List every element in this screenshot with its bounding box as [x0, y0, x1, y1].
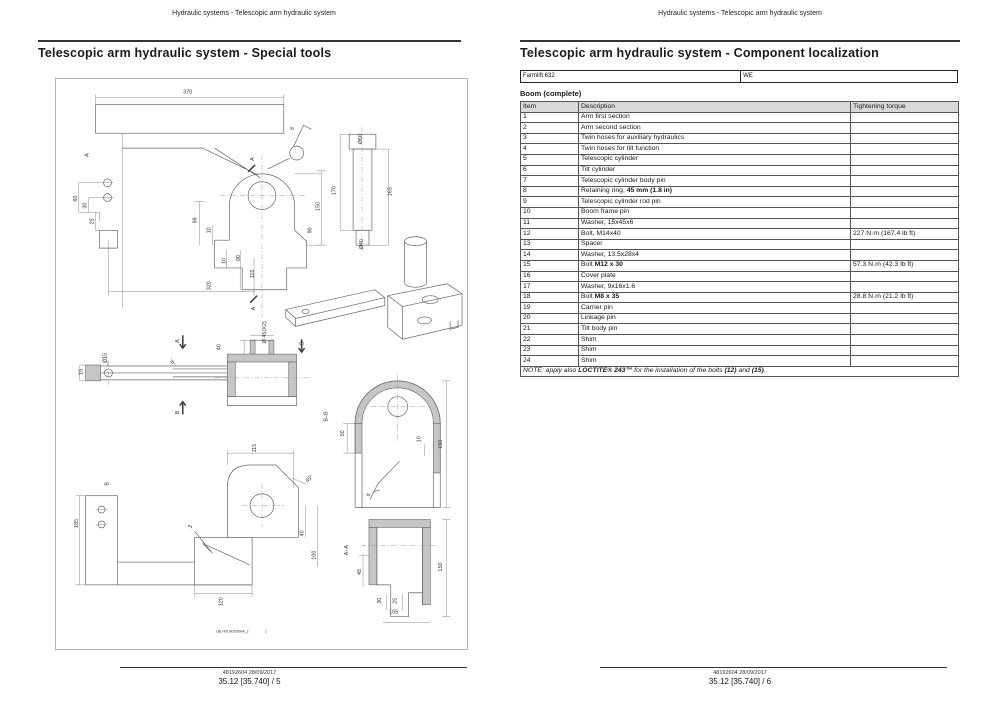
- cell-torque: [851, 165, 959, 176]
- cell-description: Telescopic cylinder rod pin: [579, 197, 851, 208]
- dimension-label: 100: [311, 550, 318, 560]
- cell-item: 18: [521, 292, 579, 303]
- cell-description: Washer, 13.5x28x4: [579, 250, 851, 261]
- dimension-label: 370: [183, 89, 193, 96]
- dimension-label: LBLHOLM3550HA_2: [216, 629, 249, 634]
- cell-item: 19: [521, 303, 579, 314]
- cell-torque: [851, 123, 959, 134]
- cell-description: Bolt M8 x 35: [579, 292, 851, 303]
- table-row: [521, 133, 959, 144]
- model-code: WE: [743, 73, 753, 79]
- dimension-label: A: [84, 153, 91, 157]
- note-segment: and: [736, 367, 752, 375]
- table-row: [521, 207, 959, 218]
- dimension-label: 6: [289, 125, 297, 132]
- cell-item: 22: [521, 335, 579, 346]
- dimension-label: 165: [387, 187, 394, 197]
- table-row: [521, 154, 959, 165]
- cell-item: 3: [521, 133, 579, 144]
- dimension-label: 30: [82, 202, 89, 209]
- table-row: [521, 335, 959, 346]
- cell-torque: [851, 218, 959, 229]
- special-tools-drawing: [56, 79, 467, 649]
- cell-torque: [851, 133, 959, 144]
- table-row: [521, 303, 959, 314]
- dimension-label: 6: [169, 359, 177, 366]
- dimension-label: 120: [218, 597, 225, 607]
- dimension-label: 98: [192, 217, 199, 224]
- dimension-label: Ø40: [359, 239, 366, 250]
- cell-item: 24: [521, 356, 579, 367]
- table-row: [521, 345, 959, 356]
- dimension-label: 105: [389, 609, 399, 616]
- cell-description: Telescopic cylinder: [579, 154, 851, 165]
- table-row: [521, 250, 959, 261]
- cell-description: Bolt, M14x40: [579, 229, 851, 240]
- note-segment: .: [763, 367, 766, 375]
- table-row: [521, 186, 959, 197]
- table-row: [521, 176, 959, 187]
- header-item: Item: [521, 102, 579, 113]
- cell-torque: [851, 345, 959, 356]
- cell-torque: [851, 324, 959, 335]
- dimension-label: 60: [72, 195, 79, 202]
- dimension-label: 10: [221, 257, 228, 265]
- page-number-right: 35.12 [35.740] / 6: [708, 677, 772, 686]
- cell-item: 15: [521, 260, 579, 271]
- dimension-label: 30: [376, 597, 383, 604]
- dimension-label: A–A: [344, 545, 351, 556]
- dimension-label: 25: [392, 597, 399, 604]
- dimension-label: 150: [438, 562, 445, 572]
- cell-item: 4: [521, 144, 579, 155]
- dimension-label: 10: [206, 227, 213, 234]
- dimension-label: Ø60: [358, 134, 365, 145]
- dimension-label: B–B: [323, 411, 330, 422]
- dimension-label: 3: [187, 524, 195, 530]
- doc-number-right: 48192604 28/09/2017: [713, 670, 767, 676]
- dimension-label: 10: [416, 436, 423, 443]
- dimension-label: 170: [331, 186, 338, 196]
- table-row: [521, 356, 959, 367]
- dimension-label: 115: [252, 443, 259, 453]
- dimension-label: 150: [438, 439, 445, 449]
- dimension-label: B: [174, 410, 181, 415]
- table-note-row: [521, 366, 959, 377]
- note-text: [521, 366, 959, 377]
- cell-item: 8: [521, 186, 579, 197]
- cell-item: 6: [521, 165, 579, 176]
- cell-torque: [851, 144, 959, 155]
- cell-description: Twin hoses for tilt function: [579, 144, 851, 155]
- cell-description: Arm second section: [579, 123, 851, 134]
- dimension-label: B: [104, 482, 111, 486]
- table-row: [521, 229, 959, 240]
- cell-description: Linkage pin: [579, 313, 851, 324]
- dimension-label: A: [250, 157, 257, 161]
- cell-item: 1: [521, 112, 579, 123]
- dimension-label: Ø15: [102, 352, 109, 364]
- cell-item: 21: [521, 324, 579, 335]
- cell-description: Shim: [579, 356, 851, 367]
- dimension-label: 25: [89, 218, 96, 225]
- page-title-right: Telescopic arm hydraulic system - Component localization: [520, 46, 879, 60]
- model-name: Farmlift 632: [521, 71, 741, 82]
- cell-torque: [851, 282, 959, 293]
- cell-description: Washer, 9x16x1.6: [579, 282, 851, 293]
- note-segment: for the installation of the bolts: [632, 367, 725, 375]
- dimension-label: B: [299, 341, 306, 346]
- doc-number-left: 48192604 28/09/2017: [222, 670, 277, 676]
- cell-item: 11: [521, 218, 579, 229]
- cell-description: Twin hoses for auxiliary hydraulics: [579, 133, 851, 144]
- cell-description: Bolt M12 x 30: [579, 260, 851, 271]
- note-loctite: LOCTITE® 243™: [578, 367, 633, 375]
- cell-item: 7: [521, 176, 579, 187]
- cell-description: Shim: [579, 335, 851, 346]
- page-footer-right: [520, 670, 960, 686]
- page-title-left: Telescopic arm hydraulic system - Special tools: [38, 46, 332, 60]
- cell-torque: [851, 303, 959, 314]
- model-bar: [520, 70, 958, 83]
- dimension-label: 40: [216, 344, 223, 351]
- dimension-label: A: [174, 339, 181, 344]
- page-left: [38, 0, 470, 701]
- table-row: [521, 271, 959, 282]
- table-row: [521, 324, 959, 335]
- dimension-label: Ø 45(X2): [261, 321, 268, 344]
- cell-torque: [851, 207, 959, 218]
- dimension-label: 1: [264, 629, 267, 634]
- table-row: [521, 112, 959, 123]
- header-torque: Tightening torque: [851, 102, 959, 113]
- dimension-label: 115: [250, 269, 257, 279]
- dimension-label: 40: [299, 530, 306, 537]
- dimension-label: 90: [307, 227, 314, 234]
- footer-rule-left: [120, 667, 467, 668]
- running-header-right: Hydraulic systems - Telescopic arm hydraulic system: [658, 10, 822, 17]
- cell-item: 23: [521, 345, 579, 356]
- technical-drawing: [55, 78, 468, 650]
- cell-torque: 28.8 N·m (21.2 lb ft): [851, 292, 959, 303]
- section-heading: Boom (complete): [520, 89, 582, 98]
- cell-torque: [851, 186, 959, 197]
- cell-torque: [851, 335, 959, 346]
- cell-description: Carrier pin: [579, 303, 851, 314]
- cell-description: Retaining ring, 45 mm (1.8 in): [579, 186, 851, 197]
- dimension-label: 15: [78, 368, 85, 375]
- table-row: [521, 144, 959, 155]
- cell-torque: [851, 250, 959, 261]
- cell-description: Shim: [579, 345, 851, 356]
- title-rule-left: [38, 40, 461, 42]
- running-header-left: Hydraulic systems - Telescopic arm hydraulic system: [172, 10, 336, 17]
- cell-item: 16: [521, 271, 579, 282]
- dimension-label: 320: [206, 281, 213, 291]
- cell-description: Boom frame pin: [579, 207, 851, 218]
- cell-description: Tilt body pin: [579, 324, 851, 335]
- table-row: [521, 292, 959, 303]
- title-rule-right: [520, 40, 960, 42]
- note-bolt-15: (15): [751, 367, 764, 375]
- cell-item: 17: [521, 282, 579, 293]
- note-bolt-12: (12): [724, 367, 737, 375]
- header-description: Description: [579, 102, 851, 113]
- cell-torque: [851, 356, 959, 367]
- dimension-label: 45: [357, 568, 364, 576]
- cell-item: 12: [521, 229, 579, 240]
- cell-torque: [851, 313, 959, 324]
- cell-torque: [851, 112, 959, 123]
- component-table: [520, 101, 959, 377]
- cell-item: 5: [521, 154, 579, 165]
- cell-item: 2: [521, 123, 579, 134]
- cell-description: Spacer: [579, 239, 851, 250]
- cell-torque: [851, 154, 959, 165]
- cell-torque: [851, 197, 959, 208]
- table-row: [521, 197, 959, 208]
- dimension-label: 6: [365, 492, 373, 499]
- dimension-label: 150: [315, 201, 322, 212]
- table-row: [521, 260, 959, 271]
- cell-description: Cover plate: [579, 271, 851, 282]
- page-footer-left: [38, 670, 461, 686]
- cell-description: Telescopic cylinder body pin: [579, 176, 851, 187]
- note-segment: NOTE: apply also: [523, 367, 579, 375]
- cell-item: 13: [521, 239, 579, 250]
- table-row: [521, 165, 959, 176]
- table-row: [521, 313, 959, 324]
- cell-torque: [851, 239, 959, 250]
- cell-description: Tilt cylinder: [579, 165, 851, 176]
- page-right: [520, 0, 960, 701]
- cell-torque: [851, 176, 959, 187]
- cell-item: 14: [521, 250, 579, 261]
- table-row: [521, 218, 959, 229]
- table-row: [521, 282, 959, 293]
- cell-description: Arm first section: [579, 112, 851, 123]
- dimension-label: 185: [73, 518, 80, 528]
- table-row: [521, 239, 959, 250]
- cell-item: 10: [521, 207, 579, 218]
- footer-rule-right: [600, 667, 947, 668]
- cell-item: 9: [521, 197, 579, 208]
- table-header-row: [521, 102, 959, 113]
- cell-torque: 57.3 N·m (42.3 lb ft): [851, 260, 959, 271]
- page-number-left: 35.12 [35.740] / 5: [218, 677, 281, 686]
- cell-item: 20: [521, 313, 579, 324]
- cell-torque: 227 N·m (167.4 lb ft): [851, 229, 959, 240]
- dimension-label: 45°: [304, 474, 315, 485]
- cell-description: Washer, 15x45x6: [579, 218, 851, 229]
- dimension-label: 90: [236, 255, 243, 262]
- dimension-label: A: [251, 306, 258, 311]
- table-row: [521, 123, 959, 134]
- cell-torque: [851, 271, 959, 282]
- dimension-label: 50: [340, 430, 347, 437]
